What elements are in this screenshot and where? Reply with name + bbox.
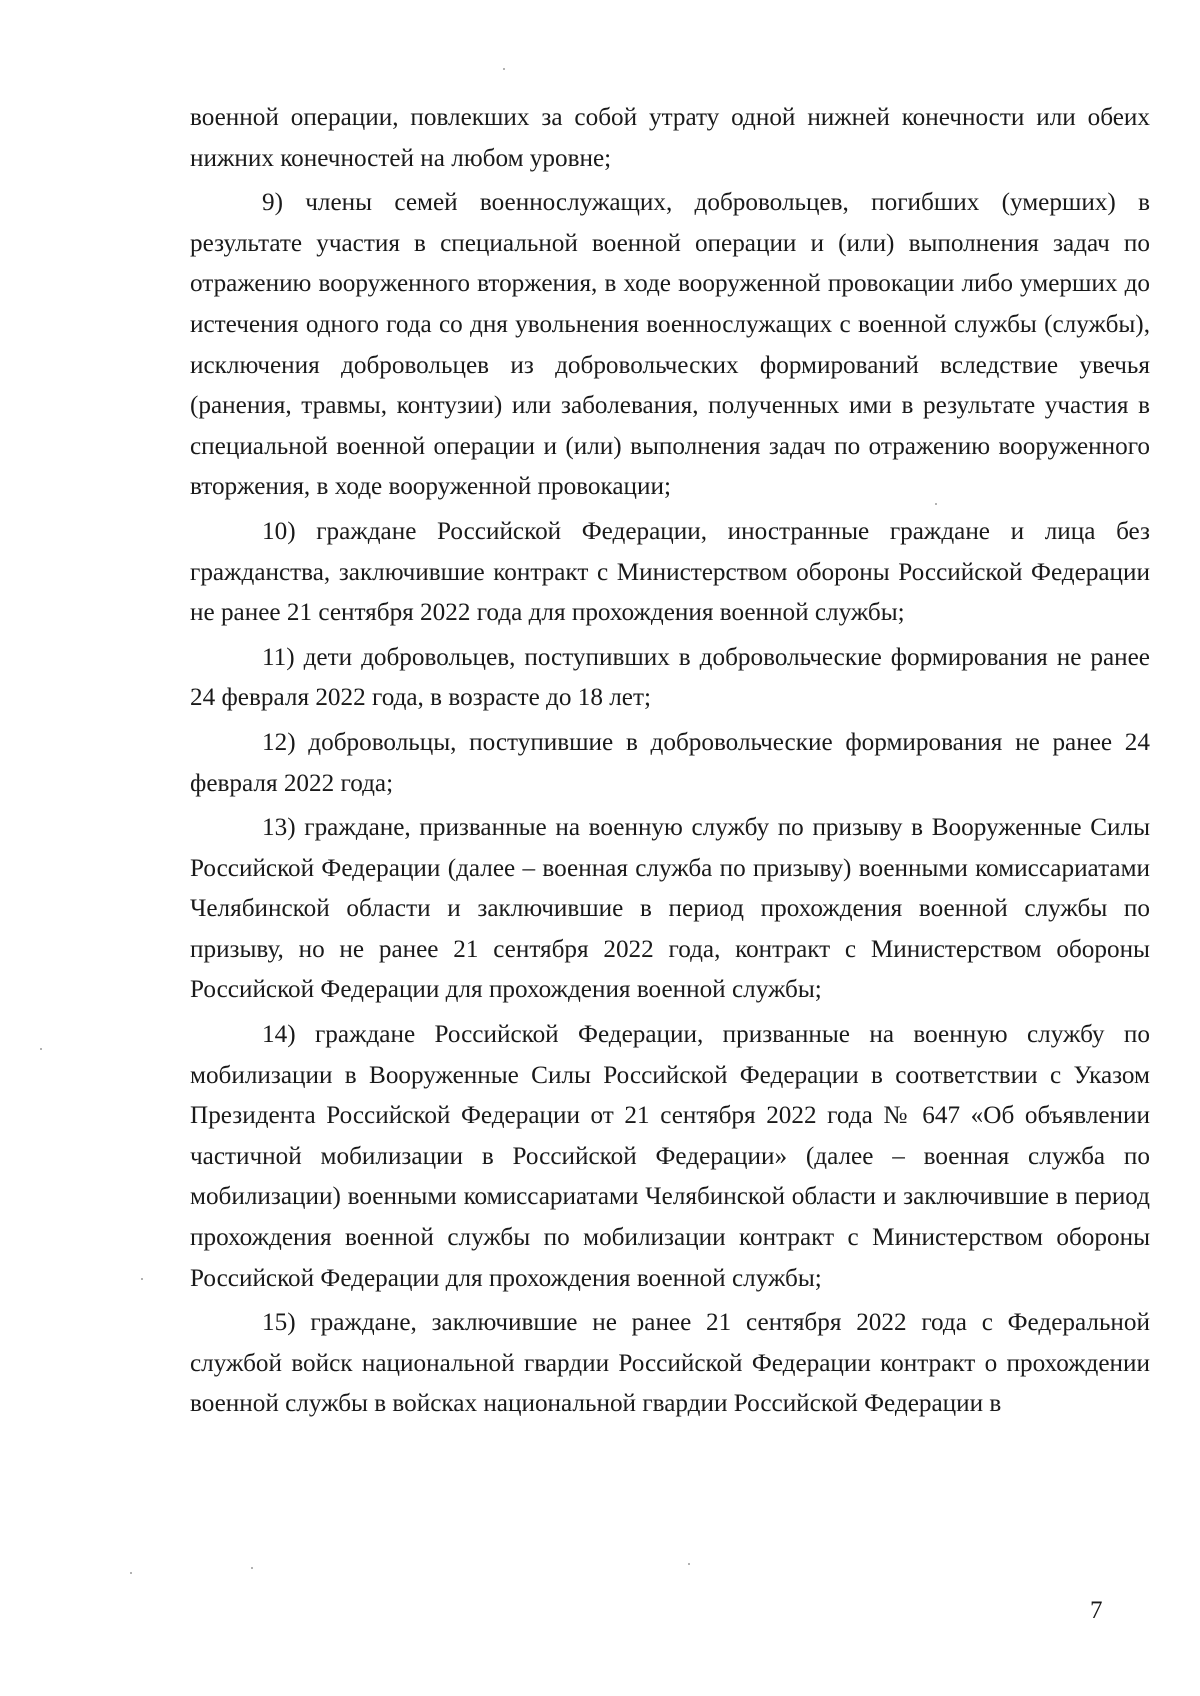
scan-speck — [141, 1278, 143, 1280]
scan-speck — [503, 68, 505, 70]
paragraph-item-13: 13) граждане, призванные на военную службу по призыву в Вооруженные Силы Российской Федерации (далее – военная служба по призыву) военными комиссариатами Челябинской области и заключившие в период прохождения военной службы по призыву, но не ранее 21 сентября 2022 года, контракт с Министерством обороны Российской Федерации для прохождения военной службы; — [190, 814, 1150, 1004]
paragraph-item-10: 10) граждане Российской Федерации, иностранные граждане и лица без гражданства, заключившие контракт с Министерством обороны Российской Федерации не ранее 21 сентября 2022 года для прохождения военной службы; — [190, 517, 1150, 627]
paragraph-item-12: 12) добровольцы, поступившие в добровольческие формирования не ранее 24 февраля 2022 года; — [190, 728, 1150, 797]
paragraph-item-9: 9) члены семей военнослужащих, добровольцев, погибших (умерших) в результате участия в специальной военной операции и (или) выполнения задач по отражению вооруженного вторжения, в ходе вооруженной провокации либо умерших до истечения одного года со дня увольнения военнослужащих с военной службы (службы), исключения добровольцев из добровольческих формирований вследствие увечья (ранения, травмы, контузии) или заболевания, полученных ими в результате участия в специальной военной операции и (или) выполнения задач по отражению вооруженного вторжения, в ходе вооруженной провокации; — [190, 189, 1150, 501]
scan-speck — [688, 1563, 690, 1565]
paragraph-item-15: 15) граждане, заключившие не ранее 21 сентября 2022 года с Федеральной службой войск национальной гвардии Российской Федерации контракт о прохождении военной службы в войсках национальной гвардии Российской Федерации в — [190, 1309, 1150, 1418]
scan-speck — [935, 503, 937, 505]
paragraph-item-11: 11) дети добровольцев, поступивших в добровольческие формирования не ранее 24 февраля 2022 года, в возрасте до 18 лет; — [190, 643, 1150, 712]
paragraph-item-14: 14) граждане Российской Федерации, призванные на военную службу по мобилизации в Вооруженные Силы Российской Федерации в соответствии с Указом Президента Российской Федерации от 21 сентября 2022 года № 647 «Об объявлении частичной мобилизации в Российской Федерации» (далее – военная служба по мобилизации) военными комиссариатами Челябинской области и заключившие в период прохождения военной службы по мобилизации контракт с Министерством обороны Российской Федерации для прохождения военной службы; — [190, 1021, 1150, 1292]
scan-speck — [251, 1567, 253, 1569]
scan-speck — [130, 1572, 132, 1574]
scan-speck — [40, 1048, 42, 1050]
page-number: 7 — [1090, 1597, 1103, 1624]
document-body — [190, 98, 1150, 1429]
paragraph-item-8-continuation: военной операции, повлекших за собой утрату одной нижней конечности или обеих нижних конечностей на любом уровне; — [190, 104, 1150, 172]
